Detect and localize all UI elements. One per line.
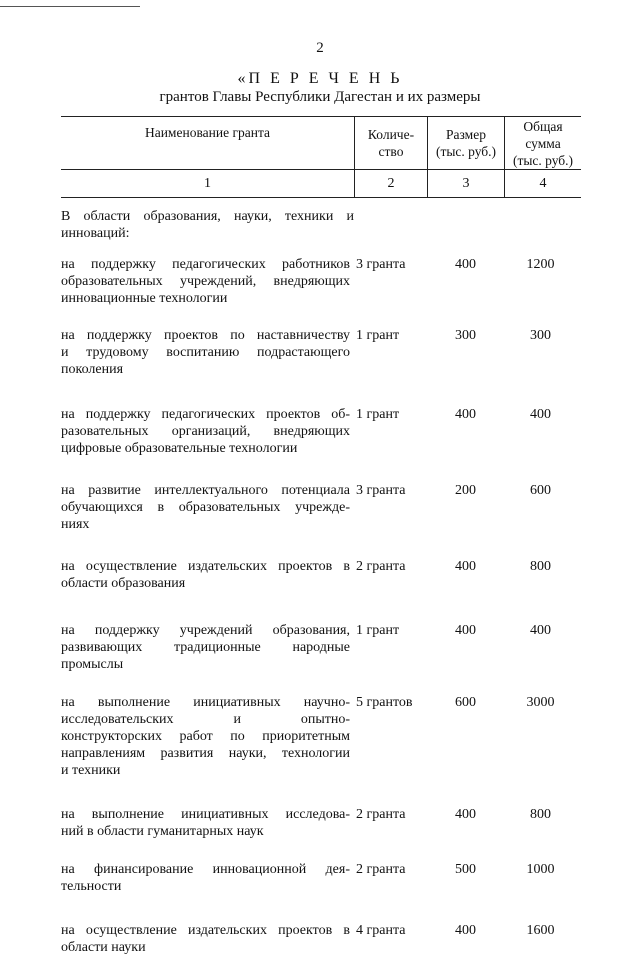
grant-size: 200 bbox=[455, 483, 476, 498]
grant-name-line: развивающих традиционные народные bbox=[61, 640, 350, 655]
grant-name-line: области науки bbox=[61, 940, 146, 955]
section-heading: В области образования, науки, техники и инноваций: bbox=[61, 209, 354, 241]
grant-count: 2 гранта bbox=[356, 807, 406, 822]
table-row bbox=[61, 558, 581, 622]
grant-name bbox=[61, 861, 354, 895]
grant-name-line: на осуществление издательских проектов в bbox=[61, 923, 350, 938]
grant-name bbox=[61, 558, 354, 592]
grant-size: 400 bbox=[455, 407, 476, 422]
grant-total: 800 bbox=[530, 559, 551, 574]
grant-name-line: ниях bbox=[61, 517, 90, 532]
grant-name-line: на выполнение инициативных исследова- bbox=[61, 807, 350, 822]
grant-name-line: на поддержку проектов по наставничеству bbox=[61, 328, 350, 343]
grant-total: 400 bbox=[530, 623, 551, 638]
grant-name bbox=[61, 482, 354, 533]
table-body bbox=[61, 256, 581, 956]
grant-name-line: на финансирование инновационной дея- bbox=[61, 862, 350, 877]
grant-size: 400 bbox=[455, 257, 476, 272]
grant-total: 400 bbox=[530, 407, 551, 422]
column-number: 2 bbox=[354, 170, 427, 197]
table-row bbox=[61, 406, 581, 482]
grant-size: 400 bbox=[455, 807, 476, 822]
grant-name-line: области образования bbox=[61, 576, 186, 591]
grant-name-line: на поддержку педагогических работников bbox=[61, 257, 350, 272]
grant-name bbox=[61, 256, 354, 307]
grant-total: 3000 bbox=[526, 695, 555, 710]
column-number-row bbox=[61, 170, 581, 198]
grant-count: 3 гранта bbox=[356, 483, 406, 498]
document-title: «П Е Р Е Ч Е Н Ь bbox=[237, 70, 403, 87]
grant-name bbox=[61, 406, 354, 457]
grant-name-line: цифровые образовательные технологии bbox=[61, 441, 298, 456]
grant-size: 400 bbox=[455, 923, 476, 938]
grant-name-line: образовательных учреждений, внедряющих bbox=[61, 274, 350, 289]
grant-count: 3 гранта bbox=[356, 257, 406, 272]
section-heading-row bbox=[61, 198, 581, 256]
table-row bbox=[61, 861, 581, 922]
grant-name-line: и техники bbox=[61, 763, 121, 778]
grant-name-line: на поддержку учреждений образования, bbox=[61, 623, 350, 638]
table-row bbox=[61, 806, 581, 861]
grant-name-line: направлениям развития науки, технологии bbox=[61, 746, 350, 761]
grant-count: 5 грантов bbox=[356, 695, 413, 710]
column-number: 4 bbox=[504, 170, 581, 197]
grant-size: 500 bbox=[455, 862, 476, 877]
grant-size: 600 bbox=[455, 695, 476, 710]
top-rule bbox=[0, 6, 140, 7]
grant-name-line: ний в области гуманитарных наук bbox=[61, 824, 264, 839]
grant-name bbox=[61, 922, 354, 956]
grant-name-line: промыслы bbox=[61, 657, 124, 672]
grant-name-line: на поддержку педагогических проектов об- bbox=[61, 407, 350, 422]
table-row bbox=[61, 327, 581, 406]
grant-name-line: поколения bbox=[61, 362, 124, 377]
grant-size: 300 bbox=[455, 328, 476, 343]
grant-count: 1 грант bbox=[356, 623, 400, 638]
grant-name-line: и трудовому воспитанию подрастающего bbox=[61, 345, 350, 360]
grant-name-line: конструкторских работ по приоритетным bbox=[61, 729, 350, 744]
grant-count: 2 гранта bbox=[356, 559, 406, 574]
grant-total: 800 bbox=[530, 807, 551, 822]
grant-total: 1200 bbox=[526, 257, 555, 272]
grant-name bbox=[61, 327, 354, 378]
grants-table bbox=[61, 116, 581, 956]
grant-size: 400 bbox=[455, 623, 476, 638]
page-number: 2 bbox=[316, 40, 324, 56]
grant-name-line: на осуществление издательских проектов в bbox=[61, 559, 350, 574]
document-subtitle: грантов Главы Республики Дагестан и их размеры bbox=[159, 89, 481, 105]
grant-name-line: инновационные технологии bbox=[61, 291, 228, 306]
header-count: Количе- ство bbox=[354, 117, 427, 169]
grant-name bbox=[61, 806, 354, 840]
table-row bbox=[61, 922, 581, 956]
grant-name-line: тельности bbox=[61, 879, 122, 894]
grant-name-line: разовательных организаций, внедряющих bbox=[61, 424, 350, 439]
grant-total: 1600 bbox=[526, 923, 555, 938]
grant-name-line: на развитие интеллектуального потенциала bbox=[61, 483, 350, 498]
grant-count: 1 грант bbox=[356, 328, 400, 343]
table-header-row bbox=[61, 116, 581, 170]
grant-count: 1 грант bbox=[356, 407, 400, 422]
table-row bbox=[61, 256, 581, 327]
grant-name-line: обучающихся в образовательных учрежде- bbox=[61, 500, 350, 515]
table-row bbox=[61, 622, 581, 694]
grant-name-line: исследовательских и опытно- bbox=[61, 712, 350, 727]
grant-count: 2 гранта bbox=[356, 862, 406, 877]
grant-name bbox=[61, 694, 354, 779]
table-row bbox=[61, 482, 581, 558]
grant-total: 300 bbox=[530, 328, 551, 343]
header-size: Размер (тыс. руб.) bbox=[427, 117, 504, 169]
column-number: 3 bbox=[427, 170, 504, 197]
grant-count: 4 гранта bbox=[356, 923, 406, 938]
grant-size: 400 bbox=[455, 559, 476, 574]
grant-total: 600 bbox=[530, 483, 551, 498]
header-total: Общая сумма (тыс. руб.) bbox=[504, 117, 581, 169]
column-number: 1 bbox=[204, 175, 211, 191]
table-row bbox=[61, 694, 581, 806]
grant-name bbox=[61, 622, 354, 673]
grant-total: 1000 bbox=[526, 862, 555, 877]
grant-name-line: на выполнение инициативных научно- bbox=[61, 695, 350, 710]
header-grant-name: Наименование гранта bbox=[144, 125, 271, 140]
